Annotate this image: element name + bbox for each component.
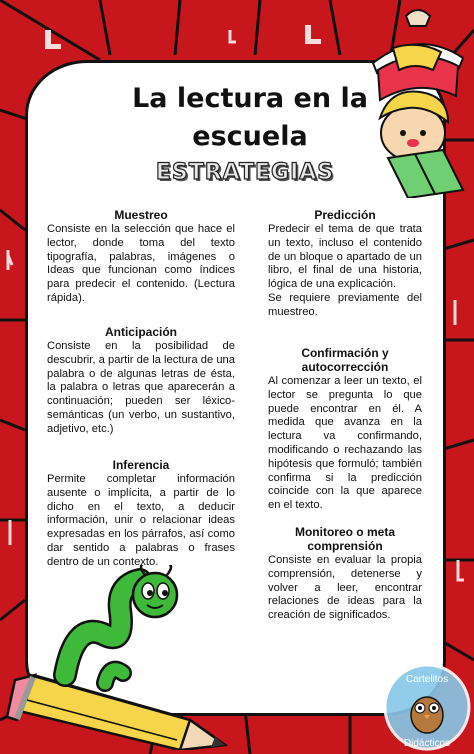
section-anticipacion [47, 325, 235, 437]
page-title: La lectura en la escuela [132, 83, 368, 152]
worm-on-pencil-illustration [5, 565, 230, 750]
section-text: Al comenzar a leer un texto, el lector se pregunta lo que puede encontrar en él. A medida que avanza en la lectura va confirmando, modificando o rechazando las hipótesis que formuló; también confirma si la predicción coincide con la que aparece en el texto. [268, 375, 422, 512]
logo-line-2: Didácticos [403, 738, 451, 749]
logo-line-1: Cartelitos [405, 674, 449, 685]
section-inferencia [47, 458, 235, 570]
section-confirmacion [268, 346, 422, 513]
section-heading: Confirmación y autocorrección [301, 346, 389, 374]
section-muestreo [47, 208, 235, 306]
section-text: Consiste en evaluar la propia comprensión, detenerse y volver a leer, encontrar relaciones de ideas para la creación de significados. [268, 554, 422, 622]
section-heading: Inferencia [112, 458, 170, 472]
section-heading: Anticipación [104, 325, 177, 339]
section-heading: Monitoreo o meta comprensión [294, 525, 395, 553]
section-text: Consiste en la selección que hace el lector, donde toma del texto tipografía, palabras, imágenes o Ideas que funcionan como índices para predecir el contenido. (Lectura rápida). [47, 223, 235, 304]
owl-logo [380, 660, 474, 754]
section-heading: Muestreo [114, 208, 168, 222]
section-heading: Predicción [314, 208, 376, 222]
section-text: Predecir el tema de que trata un texto, incluso el contenido de un bloque o apartado de un libro, el final de una historia, lógica de una explicación. [268, 223, 422, 291]
girl-reading-illustration [368, 8, 468, 198]
page-subtitle: ESTRATEGIAS [155, 160, 335, 185]
section-monitoreo [268, 525, 422, 623]
section-text: Consiste en la posibilidad de descubrir, a partir de la lectura de una palabra o de algunas letras de ésta, la palabra o letras que aparecerán a continuación; pueden ser léxico-semánticas (un verbo, un sustantivo, adjetivo, etc.) [47, 340, 235, 435]
section-text-2: Se requiere previamente del muestreo. [268, 291, 422, 318]
section-text: Permite completar información ausente o implícita, a partir de lo dicho en el texto, a deducir información, unir o relacionar ideas expresadas en los párrafos, así como dar sentido a palabras o frases dentro de un contexto. [47, 473, 235, 568]
section-prediccion [268, 208, 422, 320]
